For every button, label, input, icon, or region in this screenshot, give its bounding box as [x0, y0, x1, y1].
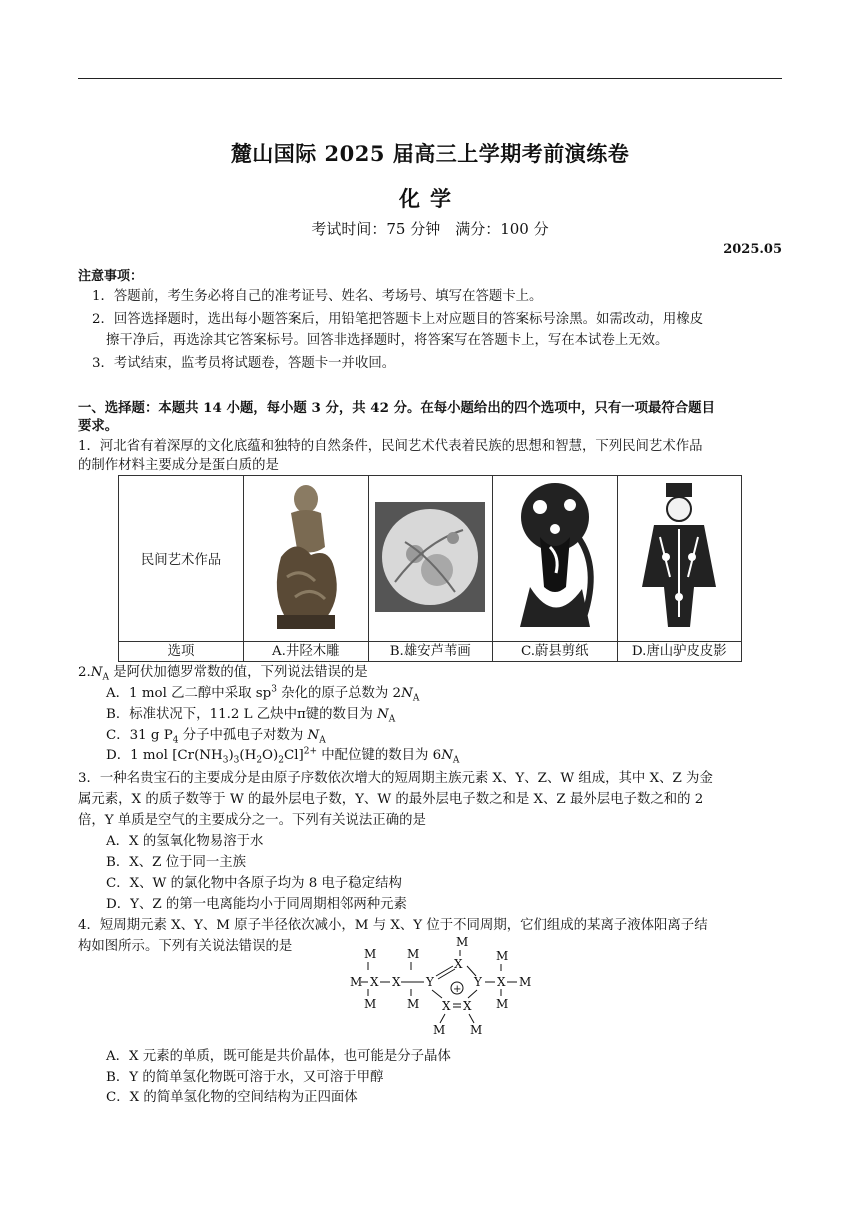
row-label: 民间艺术作品	[119, 476, 244, 642]
q4-stem: 4．短周期元素 X、Y、M 原子半径依次减小，M 与 X、Y 位于不同周期，它们组成的某离子液体阳离子结	[78, 918, 708, 933]
q3-stem: 3．一种名贵宝石的主要成分是由原子序数依次增大的短周期主族元素 X、Y、Z、W 组成，其中 X、Z 为金	[78, 771, 713, 786]
q4-option-c: C．X 的简单氢化物的空间结构为正四面体	[106, 1090, 358, 1105]
page-title: 麓山国际 2025 届高三上学期考前演练卷	[230, 141, 630, 166]
notice-item: 2．回答选择题时，选出每小题答案后，用铅笔把答题卡上对应题目的答案标号涂黑。如需改动，用橡皮	[92, 312, 704, 327]
q2-option-b: B．标准状况下，11.2 L 乙炔中π键的数目为 $N_A$	[106, 707, 396, 725]
atom-m: M	[519, 975, 532, 989]
option-a: A.井陉木雕	[244, 642, 369, 662]
cation-structure-diagram	[350, 930, 540, 1035]
reed-painting-icon	[375, 502, 485, 612]
woodcarving-image	[244, 476, 369, 642]
option-d: D.唐山驴皮皮影	[617, 642, 742, 662]
q1-table	[118, 475, 742, 662]
q2-option-a: A．1 mol 乙二醇中采取 $sp^3$ 杂化的原子总数为 $2N_A$	[106, 684, 420, 704]
papercut-image	[493, 476, 618, 642]
atom-x: X	[442, 999, 451, 1013]
q3-option-a: A．X 的氢氧化物易溶于水	[106, 834, 264, 849]
q1-stem-cont: 的制作材料主要成分是蛋白质的是	[78, 458, 279, 473]
q3-option-b: B．X、Z 位于同一主族	[106, 855, 247, 870]
atom-m: M	[496, 997, 509, 1011]
q1-stem: 1．河北省有着深厚的文化底蕴和独特的自然条件，民间艺术代表着民族的思想和智慧，下列民间艺术作品	[78, 439, 703, 454]
subject-title: 化学	[399, 186, 461, 211]
atom-m: M	[407, 997, 420, 1011]
q4-option-a: A．X 元素的单质，既可能是共价晶体，也可能是分子晶体	[106, 1049, 451, 1064]
atom-x: X	[370, 975, 379, 989]
shadow-puppet-image	[617, 476, 742, 642]
q3-option-d: D．Y、Z 的第一电离能均小于同周期相邻两种元素	[106, 897, 407, 912]
q4-option-b: B．Y 的简单氢化物既可溶于水，又可溶于甲醇	[106, 1070, 384, 1085]
q2-option-d: D．1 mol $[Cr(NH_3)_3(H_2O)_2Cl]^{2+}$ 中配位键的数目为 $6N_A$	[106, 746, 460, 766]
q3-option-c: C．X、W 的氯化物中各原子均为 8 电子稳定结构	[106, 876, 402, 891]
woodcarving-icon	[251, 477, 361, 637]
papercut-icon	[500, 477, 610, 637]
q3-stem-cont: 倍，Y 单质是空气的主要成分之一。下列有关说法正确的是	[78, 813, 426, 828]
q4-stem-cont: 构如图所示。下列有关说法错误的是	[78, 939, 293, 954]
notice-item: 擦干净后，再选涂其它答案标号。回答非选择题时，将答案写在答题卡上，写在本试卷上无效。	[106, 333, 669, 348]
atom-x: X	[463, 999, 472, 1013]
atom-m: M	[456, 935, 469, 949]
atom-x: X	[497, 975, 506, 989]
atom-y: Y	[474, 975, 482, 989]
atom-x: X	[392, 975, 401, 989]
q2-option-c: C．31 g $P_4$ 分子中孤电子对数为 $N_A$	[106, 728, 326, 746]
q3-stem-cont: 属元素，X 的质子数等于 W 的最外层电子数，Y、W 的最外层电子数之和是 X、Z 最外层电子数之和的 2	[78, 792, 704, 807]
q2-stem: $2.N_A$ 是阿伏加德罗常数的值，下列说法错误的是	[78, 665, 368, 683]
atom-m: M	[496, 949, 509, 963]
option-label: 选项	[119, 642, 244, 662]
section-heading-cont: 要求。	[78, 418, 119, 434]
option-b: B.雄安芦苇画	[368, 642, 493, 662]
atom-m: M	[364, 947, 377, 961]
exam-info: 考试时间：75 分钟 满分：100 分	[311, 220, 549, 238]
atom-x: X	[454, 957, 463, 971]
notice-item: 1．答题前，考生务必将自己的准考证号、姓名、考场号、填写在答题卡上。	[92, 289, 543, 304]
reed-painting-image	[368, 476, 493, 642]
exam-date: 2025.05	[723, 242, 782, 257]
atom-m: M	[364, 997, 377, 1011]
atom-m: M	[350, 975, 363, 989]
charge-sign: +	[453, 984, 462, 995]
option-c: C.蔚县剪纸	[493, 642, 618, 662]
atom-m: M	[407, 947, 420, 961]
atom-m: M	[470, 1023, 483, 1035]
notice-heading: 注意事项：	[78, 269, 144, 284]
atom-m: M	[433, 1023, 446, 1035]
notice-item: 3．考试结束，监考员将试题卷，答题卡一并收回。	[92, 356, 396, 371]
shadow-puppet-icon	[624, 477, 734, 637]
atom-y: Y	[426, 975, 434, 989]
section-heading: 一、选择题：本题共 14 小题，每小题 3 分，共 42 分。在每小题给出的四个选项中，只有一项最符合题目	[78, 400, 715, 416]
header-rule	[78, 78, 782, 79]
